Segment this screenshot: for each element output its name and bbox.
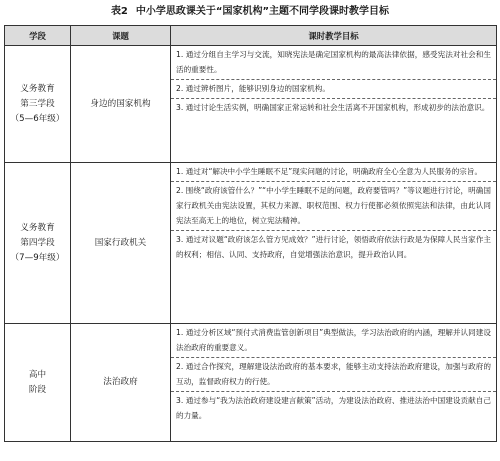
header-topic: 课题 [71,26,171,46]
goal-item: 3. 通过参与“我为法治政府建设建言献策”活动，为建设法治政府、推进法治中国建设贡献自己的力量。 [171,391,496,425]
stage-cell [5,163,71,324]
stage-line: （7—9年级） [10,252,65,263]
goal-item: 3. 通过讨论生活实例，明确国家正常运转和社会生活离不开国家机构，形成初步的法治意识。 [171,98,496,117]
goal-item: 1. 通过分析区域“预付式消费监管创新项目”典型做法，学习法治政府的内涵，理解并认同建设法治政府的重要意义。 [176,328,491,352]
goal-item: 3. 通过对议题“政府该怎么管方见成效？”进行讨论，领悟政府依法行政是为保障人民当家作主的权利；相信、认同、支持政府，自觉增强法治意识，提升政治认同。 [171,230,496,264]
goal-item: 1. 通过对“解决中小学生睡眠不足”现实问题的讨论，明确政府全心全意为人民服务的宗旨。 [176,167,483,176]
table-row [5,163,497,324]
header-goals: 课时教学目标 [171,26,497,46]
table-row [5,324,497,442]
table-caption [4,0,496,22]
stage-line: 高中 [28,369,47,380]
stage-line: 第四学段 [20,237,55,248]
topic-cell: 身边的国家机构 [71,46,171,163]
stage-line: 阶段 [28,384,47,395]
stage-line: 义务教育 [20,222,55,233]
goals-cell [171,163,497,324]
topic-cell: 国家行政机关 [71,163,171,324]
stage-line: 义务教育 [20,83,55,94]
goal-item: 2. 通过辨析图片，能够识别身边的国家机构。 [171,79,496,98]
topic-cell: 法治政府 [71,324,171,442]
goals-cell [171,46,497,163]
stage-cell [5,324,71,442]
stage-line: 第三学段 [20,98,55,109]
table-row [5,46,497,163]
goal-item: 2. 通过合作探究，理解建设法治政府的基本要求，能够主动支持法治政府建设，加强与政府的互动，监督政府权力的行使。 [171,357,496,391]
stage-line: （5—6年级） [10,113,65,124]
header-stage: 学段 [5,26,71,46]
stage-cell [5,46,71,163]
teaching-goals-table [4,25,497,442]
goal-item: 1. 通过分组自主学习与交流，知晓宪法是确定国家机构的最高法律依据，感受宪法对社会和生活的重要性。 [176,50,491,74]
goals-cell [171,324,497,442]
table-header-row [5,26,497,46]
table-title: 中小学思政课关于“国家机构”主题不同学段课时教学目标 [135,6,390,17]
table-number: 表2 [110,6,128,17]
goal-item: 2. 围绕“政府该管什么？”“中小学生睡眠不足的问题，政府要管吗？”等议题进行讨论，明确国家行政机关由宪法设置，其权力来源、职权范围、权力行使都必须依照宪法和法律，由此认同宪法至高无上的地位，树立宪法精神。 [171,181,496,230]
